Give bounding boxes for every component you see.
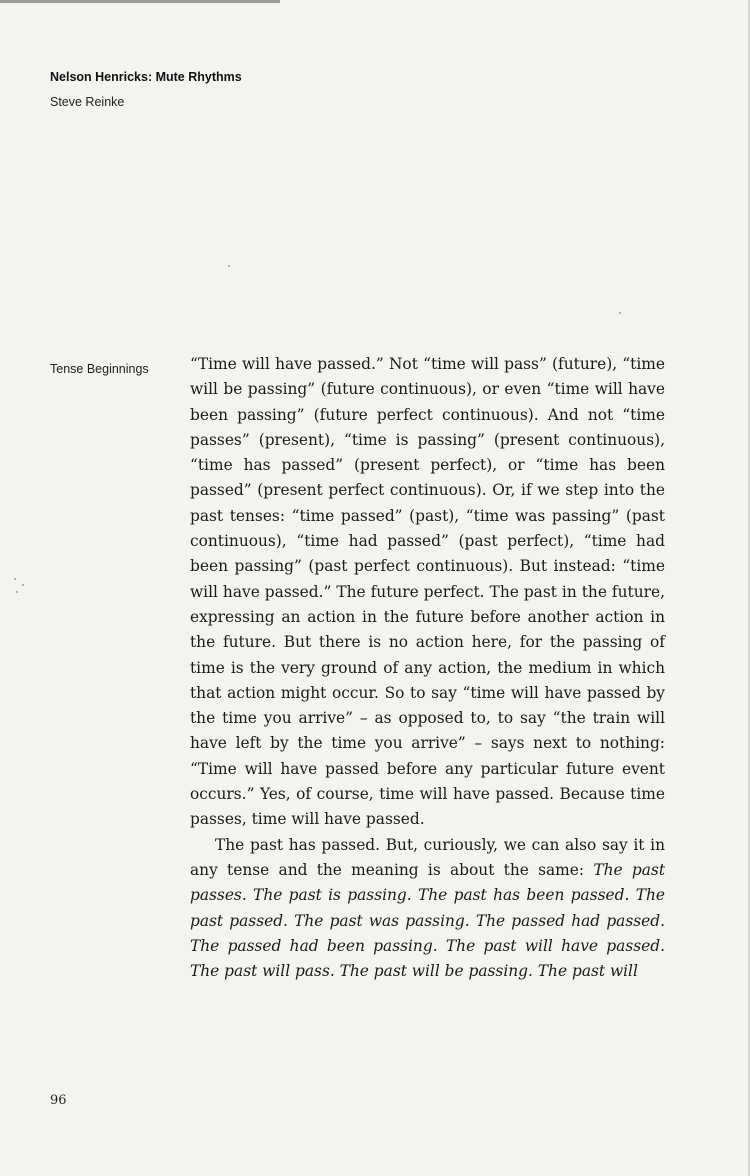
body-text — [190, 352, 665, 984]
scan-speck — [16, 591, 18, 593]
scan-speck — [619, 312, 621, 314]
section-label: Tense Beginnings — [50, 362, 149, 376]
paragraph-2-italic: The past passes. The past is passing. The past has been passed. The past passed. The past was passing. The passed had passed. The passed had been passing. The past will have passed. The past will pass. The past will be passing. The past will — [190, 860, 665, 981]
page-number: 96 — [50, 1093, 67, 1108]
scan-speck — [14, 578, 16, 580]
scan-speck — [228, 265, 230, 267]
paragraph-2 — [190, 833, 665, 985]
running-head-title: Nelson Henricks: Mute Rhythms — [50, 70, 242, 84]
paragraph-1: “Time will have passed.” Not “time will pass” (future), “time will be passing” (future continuous), or even “time will have been passing” (future perfect continuous). And not “time passes” (present), “time is passing” (present continuous), “time has passed” (present perfect), or “time has been passed” (present perfect continuous). Or, if we step into the past tenses: “time passed” (past), “time was passing” (past continuous), “time had passed” (past perfect), “time had been passing” (past perfect continuous). But instead: “time will have passed.” The future perfect. The past in the future, expressing an action in the future before another action in the future. But there is no action here, for the passing of time is the very ground of any action, the medium in which that action might occur. So to say “time will have passed by the time you arrive” – as opposed to, to say “the train will have left by the time you arrive” – says next to nothing: “Time will have passed before any particular future event occurs.” Yes, of course, time will have passed. Because time passes, time will have passed. — [190, 355, 665, 829]
scan-speck — [22, 584, 24, 586]
paragraph-2-intro: The past has passed. But, curiously, we can also say it in any tense and the meaning is about the same: — [190, 835, 665, 879]
top-rule — [0, 0, 280, 3]
running-head-author: Steve Reinke — [50, 95, 125, 109]
